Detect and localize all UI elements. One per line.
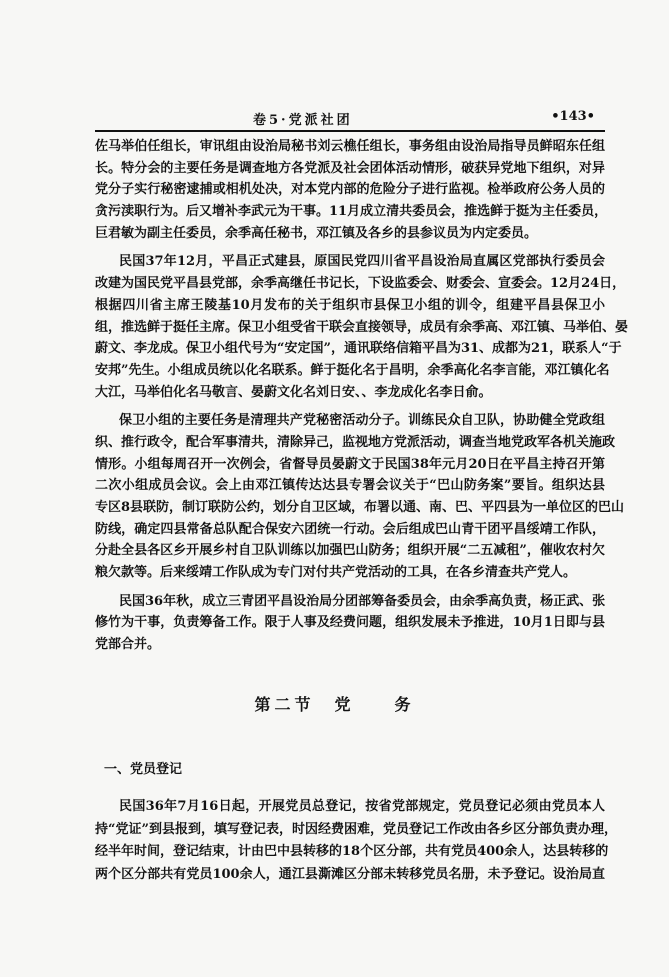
- running-header-title: 卷5·党派社团: [253, 113, 353, 128]
- text-line: 两个区分部共有党员100余人，通江县澌滩区分部未转移党员名册，未予登记。设治局直: [95, 866, 605, 882]
- text-line: 保卫小组的主要任务是清理共产党秘密活动分子。训练民众自卫队，协助健全党政组: [119, 413, 605, 429]
- page-number: •143•: [551, 109, 595, 124]
- body-text: [95, 136, 629, 656]
- text-line: 民国37年12月，平昌正式建县，原国民党四川省平昌设治局直属区党部执行委员会: [119, 254, 605, 270]
- text-line: 安邦”先生。小组成员统以化名联系。鲜于挺化名于昌明，余季高化名李言能，邓江镇化名: [95, 362, 610, 378]
- text-line: 民国36年7月16日起，开展党员总登记，按省党部规定，党员登记必须由党员本人: [119, 799, 605, 814]
- text-line: 民国36年秋，成立三青团平昌设治局分团部筹备委员会，由余季高负责，杨正武、张: [119, 593, 606, 609]
- text-line: 粮欠款等。后来绥靖工作队成为专门对付共产党活动的工具，在各乡清查共产党人。: [95, 565, 577, 581]
- text-line: 改建为国民党平昌县党部，余季高继任书记长，下设监委会、财委会、宣委会。12月24日，: [95, 276, 626, 292]
- text-line: 防线，确定四县常备总队配合保安六团统一行动。会后组成巴山青干团平昌绥靖工作队，: [95, 521, 605, 537]
- text-line: 情形。小组每周召开一次例会，省督导员晏蔚文于民国38年元月20日在平昌主持召开第: [95, 456, 605, 472]
- text-line: 贪污渎职行为。后又增补李武元为干事。11月成立清共委员会，推选鲜于挺为主任委员，: [95, 204, 608, 220]
- text-line: 党分子实行秘密逮捕或相机处决，对本党内部的危险分子进行监视。检举政府公务人员的: [95, 182, 605, 198]
- text-line: 专区8县联防，制订联防公约，划分自卫区域，布署以通、南、巴、平四县为一单位区的巴山: [95, 500, 625, 515]
- section-title: 第二节 党 务: [254, 695, 415, 714]
- text-line: 组，推选鲜于挺任主席。保卫小组受省干联会直接领导，成员有余季高、邓江镇、马举伯、晏: [95, 319, 629, 335]
- text-line: 修竹为干事，负责筹备工作。限于人事及经费问题，组织发展未予推进，10月1日即与县: [95, 615, 605, 631]
- text-line: 二次小组成员会议。会上由邓江镇传达达县专署会议关于“巴山防务案”要旨。组织达县: [95, 478, 605, 494]
- text-line: 巨君敏为副主任委员，余季高任秘书，邓江镇及各乡的县参议员为内定委员。: [95, 225, 538, 241]
- text-line: 长。特分会的主要任务是调查地方各党派及社会团体活动情形，破获异党地下组织，对异: [95, 160, 605, 176]
- text-line: 经半年时间，登记结束，计由巴中县转移的18个区分部，共有党员400余人，达县转移的: [95, 844, 609, 859]
- text-line: 分赴全县各区乡开展乡村自卫队训练以加强巴山防务；组织开展“二五减租”，催收农村欠: [95, 543, 605, 559]
- text-line: 织、推行政令，配合军事清共，清除异己，监视地方党派活动，调查当地党政军各机关施政: [95, 434, 616, 450]
- text-line: 佐马举伯任组长，审讯组由设治局秘书刘云樵任组长，事务组由设治局指导员鲜昭东任组: [95, 139, 605, 154]
- running-header: [95, 106, 605, 132]
- text-line: 持“党证”到县报到，填写登记表，时因经费困难，党员登记工作改由各乡区分部负责办理，: [95, 821, 617, 837]
- text-line: 大江，马举伯化名马敬言、晏蔚文化名刘日安、、李龙成化名李日俞。: [95, 384, 492, 400]
- text-line: 根据四川省主席王陵基10月发布的关于组织市县保卫小组的训令，组建平昌县保卫小: [95, 297, 605, 313]
- text-line: 蔚文、李龙成。保卫小组代号为“安定国”，通讯联络信箱平昌为31、成都为21，联系人“于: [95, 341, 622, 357]
- body-text-section2: [95, 796, 617, 886]
- text-line: 党部合并。: [95, 637, 161, 653]
- subsection-title: 一、党员登记: [104, 762, 183, 777]
